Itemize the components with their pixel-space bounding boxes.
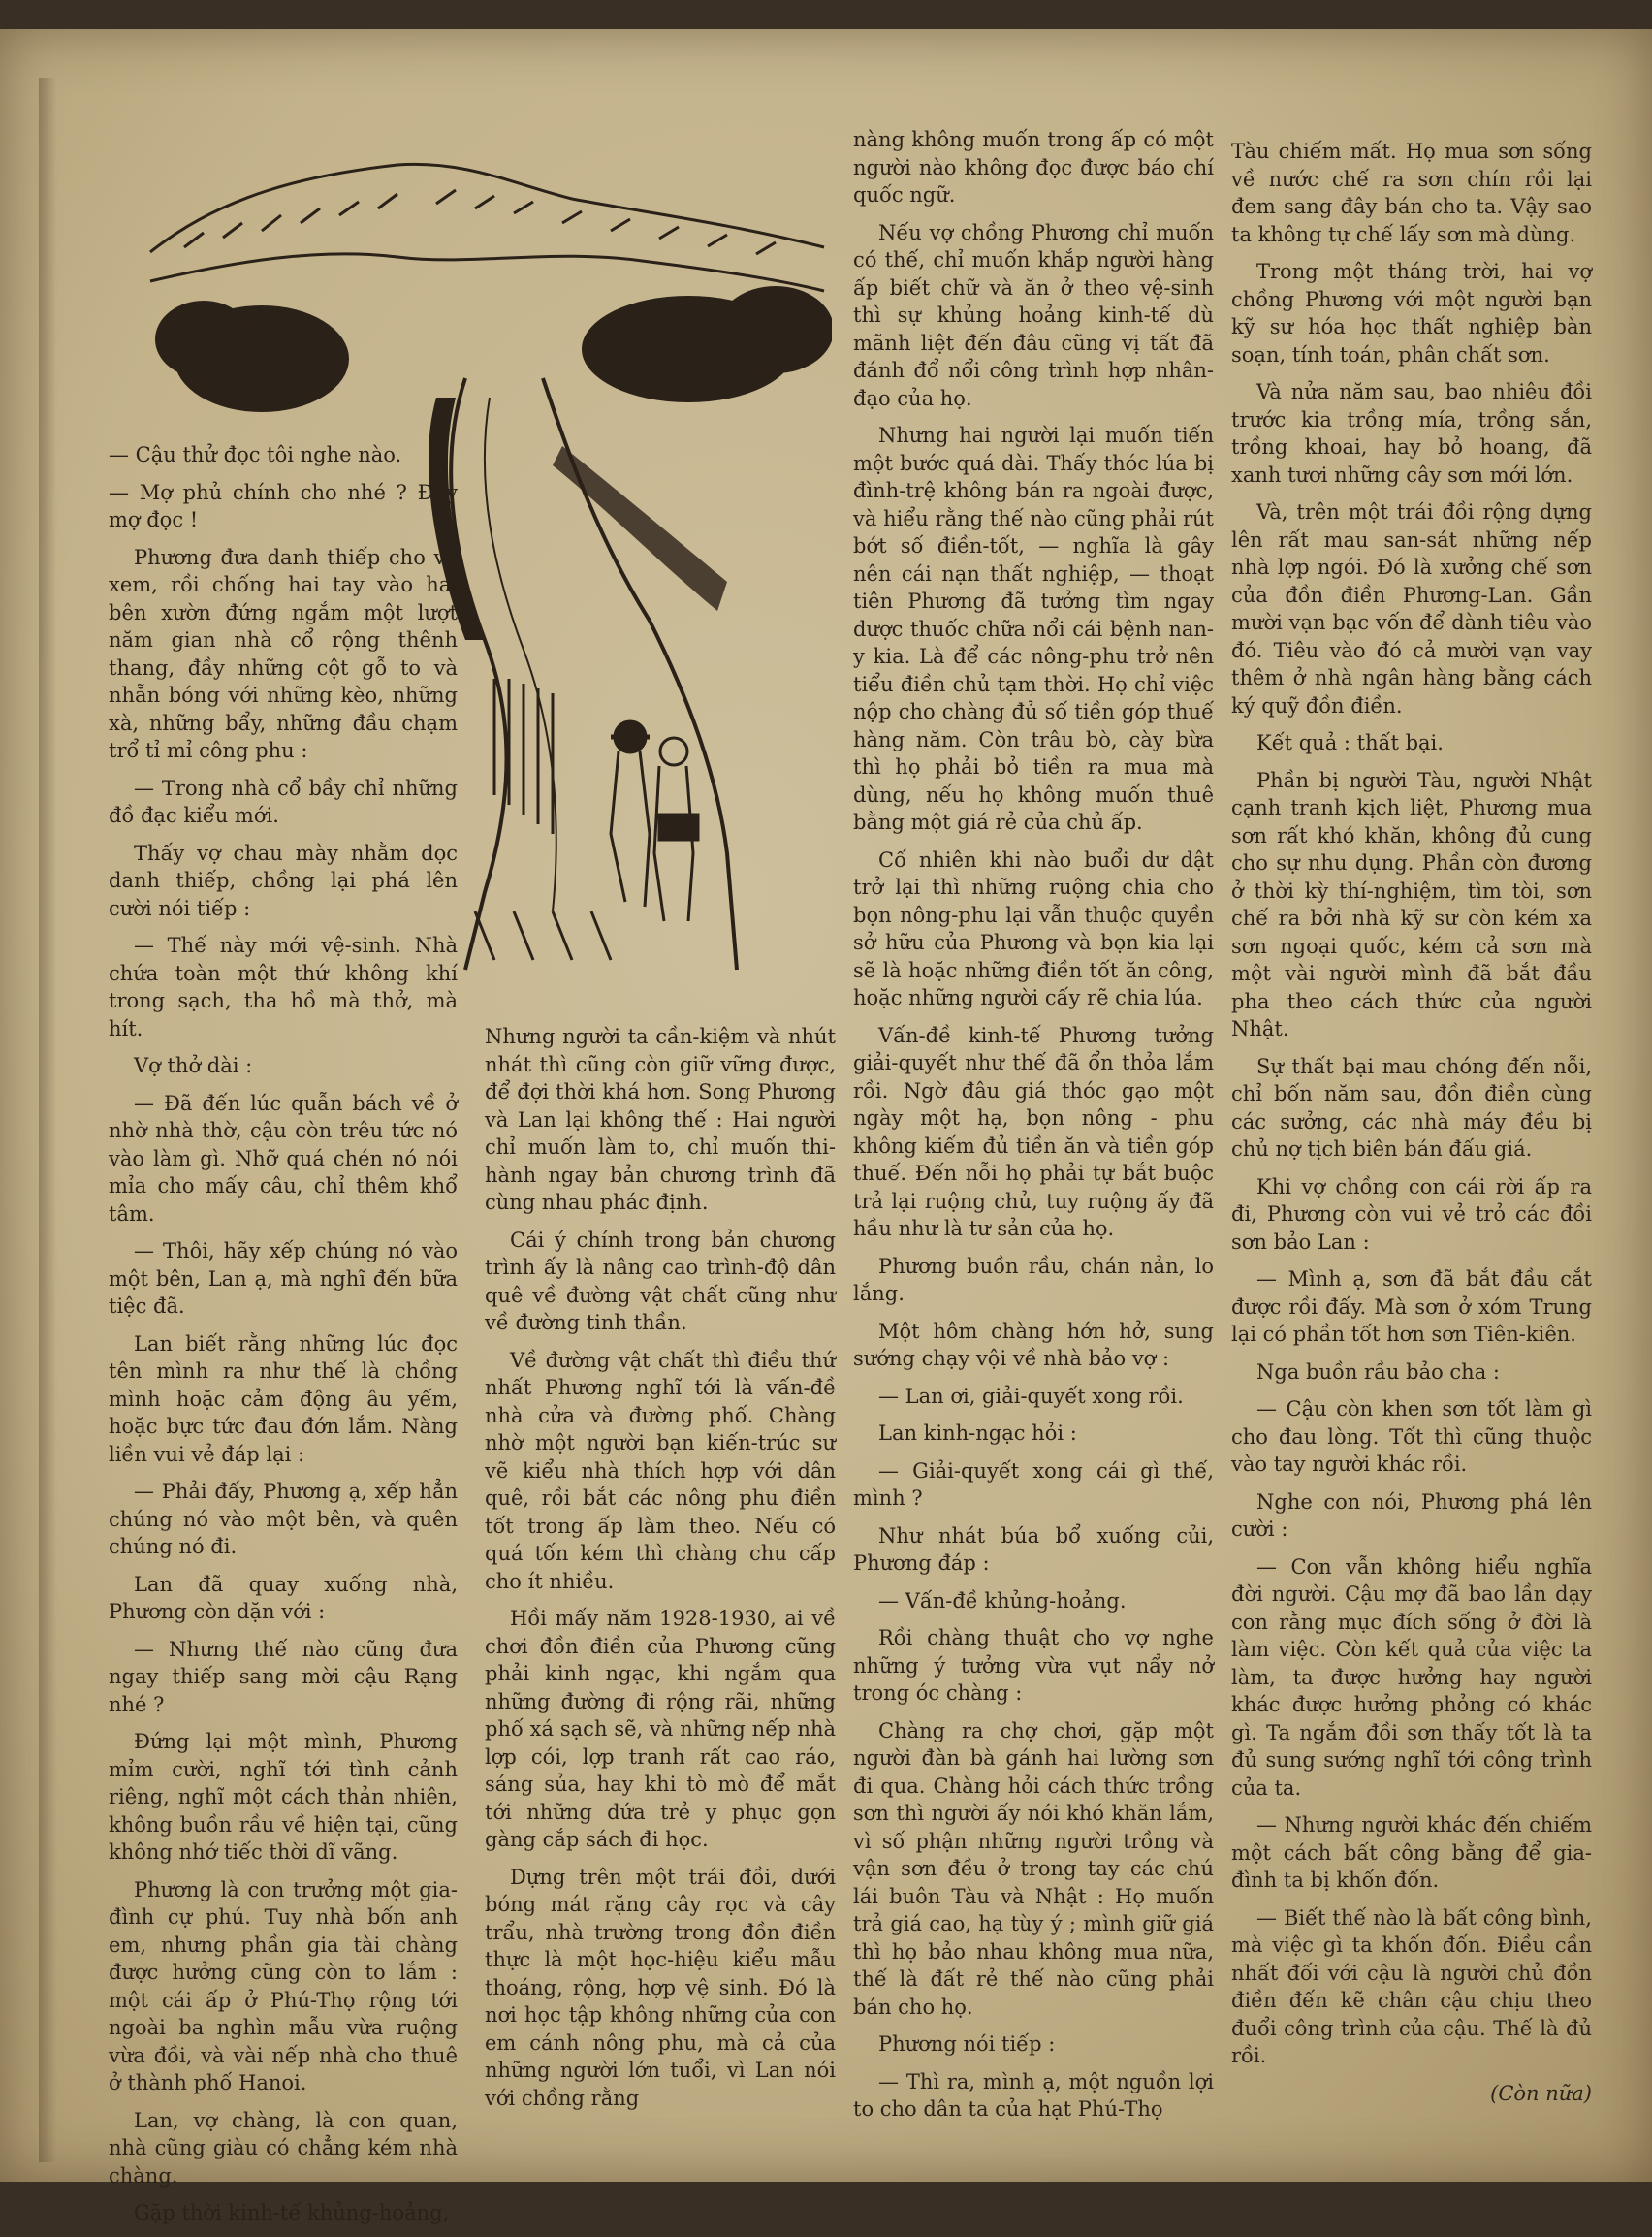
paragraph: Hồi mấy năm 1928-1930, ai về chơi đồn điền của Phương cũng phải kinh ngạc, khi ngắm qua những đường đi rộng rãi, những phố xá sạch sẽ, và những nếp nhà lợp cói, lợp tranh rất cao ráo, sáng sủa, hay khi tò mò để mắt tới những đứa trẻ y phục gọn gàng cắp sách đi học. [485,1607,836,1851]
paragraph: — Con vẫn không hiểu nghĩa đời người. Cậu mợ đã bao lần dạy con rằng mục đích sống ở đời là làm việc. Còn kết quả của việc ta làm, ta được hưởng hay người khác được hưởng phỏng có khác gì. Ta ngắm đồi sơn thấy tốt là ta đủ sung sướng nghĩ tới công trình của ta. [1231,1554,1592,1800]
paragraph: — Nhưng thế nào cũng đưa ngay thiếp sang mời cậu Rạng nhé ? [109,1637,458,1716]
paragraph: Vợ thở dài : [134,1054,253,1077]
paragraph: Nhưng người ta cần-kiệm và nhút nhát thì cũng còn giữ vững được, để đợi thời khá hơn. Song Phương và Lan lại không thế : Hai người chỉ muốn làm to, chỉ muốn thi-hành ngay bản chương trình đã cùng nhau phác định. [485,1025,836,1214]
paragraph: Gặp thời kinh-tế khủng-hoảng, [134,2201,450,2224]
paragraph: Nga buồn rầu bảo cha : [1256,1359,1500,1384]
paragraph: Sự thất bại mau chóng đến nỗi, chỉ bốn năm sau, đồn điền cùng các sưởng, các nhà máy đều bị chủ nợ tịch biên bán đấu giá. [1231,1054,1592,1161]
paragraph: Và, trên một trái đồi rộng dựng lên rất mau san-sát những nếp nhà lợp ngói. Đó là xưởng chế sơn của đồn điền Phương-Lan. Gần mười vạn bạc vốn để dành tiêu vào đó. Tiêu vào đó cả mười vạn vay thêm ở nhà ngân hàng bằng cách ký quỹ đồn điền. [1231,500,1592,718]
paragraph: Phương buồn rầu, chán nản, lo lắng. [853,1254,1214,1305]
paragraph: — Biết thế nào là bất công bình, mà việc gì ta khốn đốn. Điều cần nhất đối với cậu là người chủ đồn điền đến kẽ chân cậu chịu theo đuổi công trình của cậu. Thế là đủ rồi. [1231,1905,1592,2067]
paragraph: Phương nói tiếp : [878,2032,1056,2056]
paragraph: — Cậu thử đọc tôi nghe nào. [109,443,402,466]
paragraph: Chàng ra chợ chơi, gặp một người đàn bà gánh hai lường sơn đi qua. Chàng hỏi cách thức trồng sơn thì người ấy nói khó khăn lắm, vì số phận những người trồng và vận sơn đều ở trong tay các chú lái buôn Tàu và Nhật : Họ muốn trả giá cao, hạ tùy ý ; mình giữ giá thì họ bảo nhau không mua nữa, thế là đất rẻ thế nào cũng phải bán cho họ. [853,1718,1214,2019]
paragraph: — Cậu còn khen sơn tốt làm gì cho đau lòng. Tốt thì cũng thuộc vào tay người khác rồi. [1231,1397,1592,1476]
text-column-3 [853,126,1214,2133]
text-column-2 [485,1023,836,2122]
paragraph: Phương đưa danh thiếp cho vợ xem, rồi chống hai tay vào hai bên xườn đứng ngắm một lượt năm gian nhà cổ rộng thênh thang, đầy những cột gỗ to và nhẵn bóng với những kèo, những xà, những bẩy, những đầu chạm trổ tỉ mỉ công phu : [109,545,458,762]
paragraph: Lan kinh-ngạc hỏi : [878,1422,1077,1445]
paragraph: Dựng trên một trái đồi, dưới bóng mát rặng cây rọc và cây trẩu, nhà trường trong đồn điền thực là một học-hiệu kiểu mẫu thoáng, rộng, hợp vệ sinh. Đó là nơi học tập không những của con em cánh nông phu, mà cả của những người lớn tuổi, vì Lan nói với chồng rằng [485,1865,836,2110]
paragraph: Thấy vợ chau mày nhằm đọc danh thiếp, chồng lại phá lên cười nói tiếp : [109,841,458,920]
paragraph: — Thế này mới vệ-sinh. Nhà chứa toàn một thứ không khí trong sạch, tha hồ mà thở, mà hít. [109,934,458,1040]
to-be-continued: (Còn nữa) [1490,2081,1592,2105]
page-fold-shadow [39,78,56,2162]
paragraph: Phần bị người Tàu, người Nhật cạnh tranh kịch liệt, Phương mua sơn rất khó khăn, không đủ cung cho sự nhu dụng. Phần còn đương ở thời kỳ thí-nghiệm, tìm tòi, sơn chế ra bởi nhà kỹ sư còn kém xa sơn ngoại quốc, kém cả sơn mà một vài người mình đã bắt đầu pha theo cách thức của người Nhật. [1231,768,1592,1040]
paragraph: Trong một tháng trời, hai vợ chồng Phương với một người bạn kỹ sư hóa học thất nghiệp bàn soạn, tính toán, phân chất sơn. [1231,260,1592,367]
paragraph: Và nửa năm sau, bao nhiêu đồi trước kia trồng mía, trồng sắn, trồng khoai, hay bỏ hoang, đã xanh tươi những cây sơn mới lớn. [1231,380,1592,487]
paragraph: Khi vợ chồng con cái rời ấp ra đi, Phương còn vui vẻ trỏ các đồi sơn bảo Lan : [1231,1174,1592,1254]
paragraph: — Vấn-đề khủng-hoảng. [878,1588,1127,1613]
paragraph: Lan đã quay xuống nhà, Phương còn dặn với : [109,1572,458,1623]
paragraph: Cố nhiên khi nào buổi dư dật trở lại thì những ruộng chia cho bọn nông-phu lại vẫn thuộc quyền sở hữu của Phương và bọn kia lại sẽ là hoặc những điền tốt ăn công, hoặc những người cấy rẽ chia lúa. [853,847,1214,1009]
text-column-1 [109,441,458,2237]
paragraph: Về đường vật chất thì điều thứ nhất Phương nghĩ tới là vấn-đề nhà cửa và đường phố. Chàng nhờ một người bạn kiến-trúc sư vẽ kiểu nhà thích hợp với dân quê, rồi bắt các nông phu điền tốt trong ấp làm theo. Nếu có quá tốn kém thì chàng chu cấp cho ít nhiều. [485,1348,836,1593]
paragraph: Một hôm chàng hớn hở, sung sướng chạy vội về nhà bảo vợ : [853,1319,1214,1370]
paragraph: nàng không muốn trong ấp có một người nào không đọc được báo chí quốc ngữ. [853,128,1214,207]
paragraph: Vấn-đề kinh-tế Phương tưởng giải-quyết như thế đã ổn thỏa lắm rồi. Ngờ đâu giá thóc gạo một ngày một hạ, bọn nông - phu không kiếm đủ tiền ăn và tiền góp thuế. Đến nỗi họ phải tự bắt buộc trả lại ruộng chủ, tuy ruộng ấy đã hầu như là tư sản của họ. [853,1023,1214,1240]
paragraph: — Nhưng người khác đến chiếm một cách bất công bằng để gia-đình ta bị khốn đốn. [1231,1813,1592,1892]
paragraph: — Thì ra, mình ạ, một nguồn lợi to cho dân ta của hạt Phú-Thọ [853,2069,1214,2121]
paragraph: — Thôi, hãy xếp chúng nó vào một bên, Lan ạ, mà nghĩ đến bữa tiệc đã. [109,1239,458,1318]
paragraph: — Mợ phủ chính cho nhé ? Đây mợ đọc ! [109,480,458,531]
paragraph: — Phải đấy, Phương ạ, xếp hẳn chúng nó vào một bên, và quên chúng nó đi. [109,1480,458,1558]
paragraph: Đứng lại một mình, Phương mỉm cười, nghĩ tới tình cảnh riêng, nghĩ một cách thản nhiên, không buồn rầu về hiện tại, cũng không nhớ tiếc thời dĩ vãng. [109,1730,458,1864]
paragraph: — Mình ạ, sơn đã bắt đầu cắt được rồi đấy. Mà sơn ở xóm Trung lại có phần tốt hơn sơn Tiên-kiên. [1231,1267,1592,1346]
paragraph: — Giải-quyết xong cái gì thế, mình ? [853,1458,1214,1510]
paragraph: Như nhát búa bổ xuống củi, Phương đáp : [853,1523,1214,1575]
paragraph: Nhưng hai người lại muốn tiến một bước quá dài. Thấy thóc lúa bị đình-trệ không bán ra ngoài được, và hiểu rằng thế nào cũng phải rút bớt số điền-tốt, — nghĩa là gây nên cái nạn thất nghiệp, — thoạt tiên Phương đã tưởng tìm ngay được thuốc chữa nổi cái bệnh nan-y kia. Là để các nông-phu trở nên tiểu điền chủ tạm thời. Họ chỉ việc nộp cho chàng đủ số tiền góp thuế hàng năm. Còn trâu bò, cày bừa thì họ phải bỏ tiền ra mua mà dùng, nếu họ không muốn thuê bằng một giá rẻ của chủ ấp. [853,424,1214,834]
text-column-4 [1231,138,1592,2117]
paragraph: Lan, vợ chàng, là con quan, nhà cũng giàu có chẳng kém nhà chàng. [109,2108,458,2188]
newspaper-page [0,29,1652,2224]
paragraph: Lan biết rằng những lúc đọc tên mình ra như thế là chồng mình hoặc cảm động âu yếm, hoặc bực tức đau đớn lắm. Nàng liền vui vẻ đáp lại : [109,1331,458,1466]
paragraph: Tàu chiếm mất. Họ mua sơn sống về nước chế ra sơn chín rồi lại đem sang đây bán cho ta. Vậy sao ta không tự chế lấy sơn mà dùng. [1231,140,1592,246]
paragraph: — Đã đến lúc quẫn bách về ở nhờ nhà thờ, cậu còn trêu tức nó vào làm gì. Nhỡ quá chén nó nói mỉa cho mấy câu, chỉ thêm khổ tâm. [109,1091,458,1226]
paragraph: Nghe con nói, Phương phá lên cười : [1231,1489,1592,1541]
paragraph: Cái ý chính trong bản chương trình ấy là nâng cao trình-độ dân quê về đường vật chất cũng như về đường tinh thần. [485,1228,836,1334]
paragraph: — Lan ơi, giải-quyết xong rồi. [878,1384,1184,1408]
paragraph: Rồi chàng thuật cho vợ nghe những ý tưởng vừa vụt nẩy nở trong óc chàng : [853,1626,1214,1705]
paragraph: — Trong nhà cổ bầy chỉ những đồ đạc kiểu mới. [109,776,458,827]
paragraph: Kết quả : thất bại. [1256,731,1444,754]
paragraph: Nếu vợ chồng Phương chỉ muốn có thế, chỉ muốn khắp người hàng ấp biết chữ và ăn ở theo vệ-sinh thì sự khủng hoảng kinh-tế dù mãnh liệt đến đâu cũng vị tất đã đánh đổ nổi công trình hợp nhân-đạo của họ. [853,220,1214,410]
paragraph: Phương là con trưởng một gia-đình cự phú. Tuy nhà bốn anh em, nhưng phần gia tài chàng được hưởng cũng còn to lắm : một cái ấp ở Phú-Thọ rộng tới ngoài ba nghìn mẫu vừa ruộng vừa đồi, và vài nếp nhà cho thuê ở thành phố Hanoi. [109,1877,458,2094]
